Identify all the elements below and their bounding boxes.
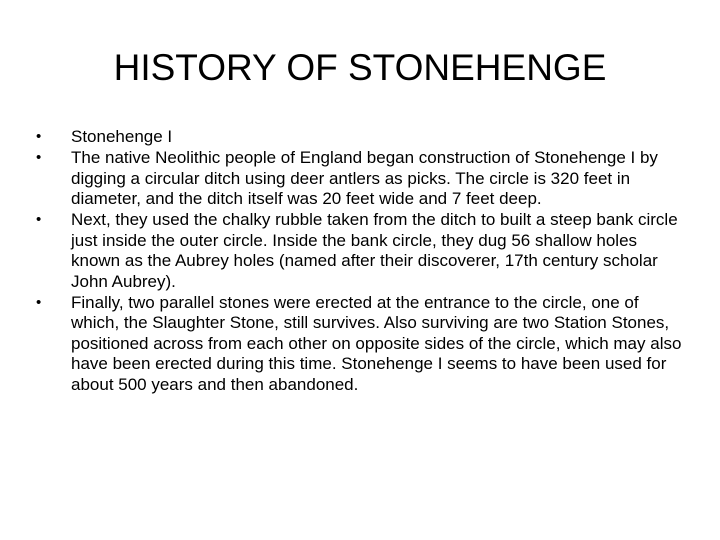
bullet-text: The native Neolithic people of England began construction of Stonehenge I by digging a circular ditch using deer antlers as picks. The circle is 320 feet in diameter, and the ditch itself was 20 feet wide and 7 feet deep. (71, 148, 658, 208)
bullet-item (36, 293, 686, 396)
bullet-text: Stonehenge I (71, 127, 173, 146)
bullet-item (36, 127, 686, 148)
bullet-item (36, 210, 686, 292)
bullet-icon: • (36, 293, 42, 311)
bullet-text: Finally, two parallel stones were erected at the entrance to the circle, one of which, the Slaughter Stone, still survives. Also surviving are two Station Stones, positioned across from each other on opposite sides of the circle, which may also have been erected during this time. Stonehenge I seems to have been used for about 500 years and then abandoned. (71, 292, 682, 394)
bullet-item (36, 148, 686, 210)
bullet-list (36, 127, 686, 396)
slide-title: HISTORY OF STONEHENGE (113, 47, 607, 88)
bullet-icon: • (36, 211, 42, 228)
bullet-text: Next, they used the chalky rubble taken from the ditch to built a steep bank circle just inside the outer circle. Inside the bank circle, they dug 56 shallow holes known as the Aubrey holes (named after their discoverer, 17th century scholar John Aubrey). (71, 210, 678, 291)
bullet-icon: • (36, 149, 42, 166)
bullet-icon: • (36, 128, 42, 145)
